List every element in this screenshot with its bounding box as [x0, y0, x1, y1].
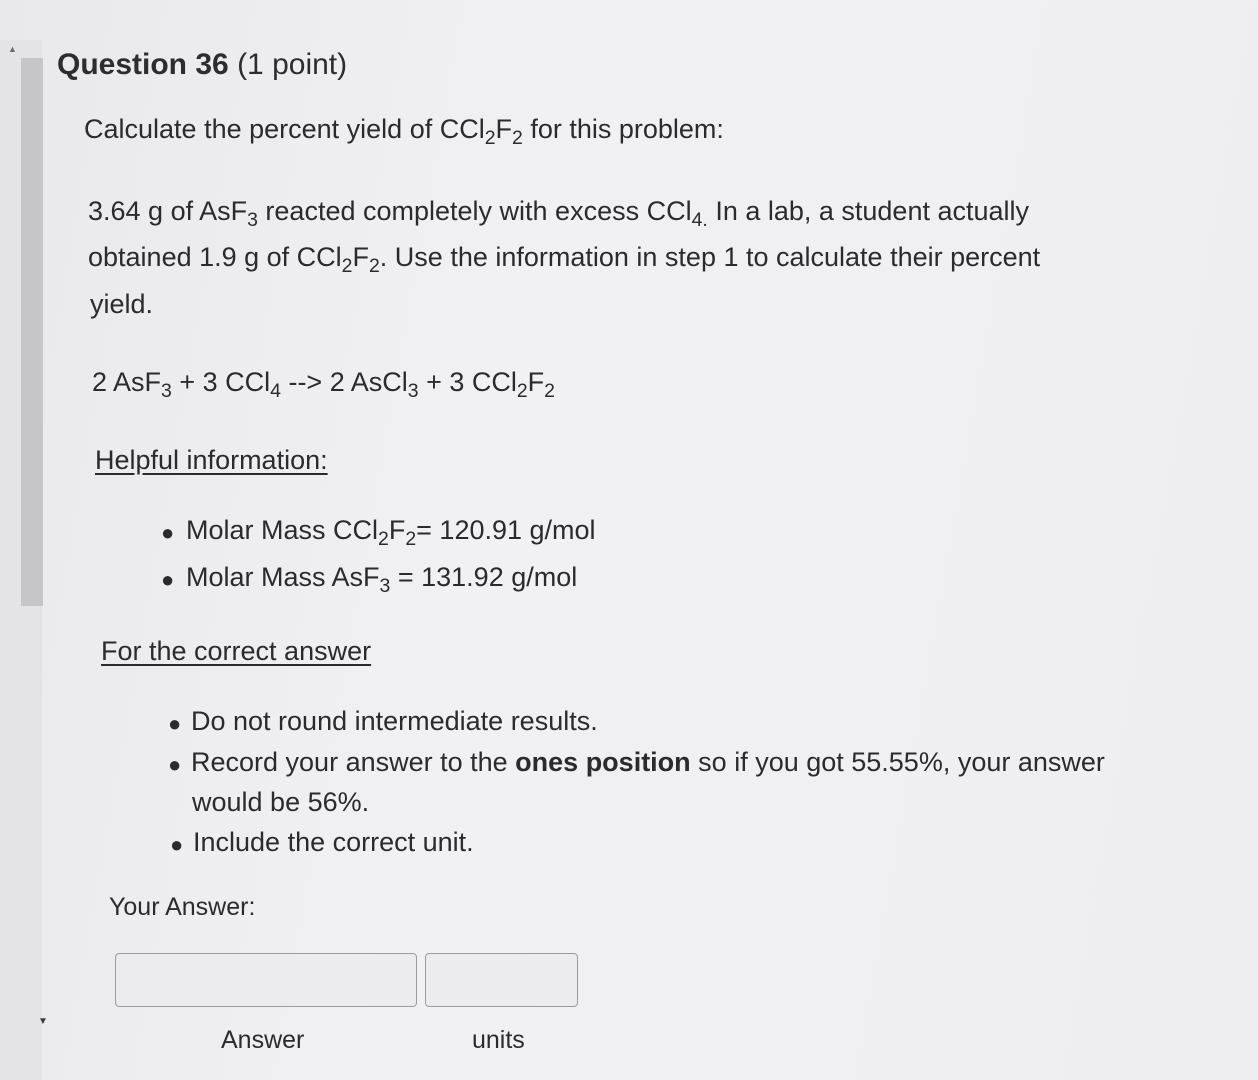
instruction-no-round: Do not round intermediate results.	[191, 706, 598, 736]
problem-line-1: 3.64 g of AsF$_3$ reacted completely with excess CCl$_{4.}$ In a lab, a student actually	[88, 196, 1030, 232]
bullet-icon: ●	[161, 567, 175, 592]
problem-line-2: obtained 1.9 g of $CCl_2F_2$. Use the information in step 1 to calculate their percent	[88, 242, 1041, 278]
bullet-icon: ●	[161, 520, 175, 545]
bullet-icon: ●	[168, 711, 182, 736]
instruction-ones-position: Record your answer to the ones position so if you got 55.55%, your answer	[191, 747, 1105, 777]
correct-answer-heading: For the correct answer	[101, 636, 372, 666]
question-title	[57, 48, 347, 82]
scroll-up-arrow-icon[interactable]: ▲	[8, 44, 17, 54]
molar-mass-asf3: Molar Mass AsF$_3$ = 131.92 g/mol	[186, 562, 578, 598]
prompt-text: Calculate the percent yield of $CCl_2F_2$ for this problem:	[84, 114, 724, 150]
scrollbar-thumb[interactable]	[21, 58, 43, 606]
your-answer-label: Your Answer:	[109, 893, 256, 921]
bullet-icon: ●	[168, 752, 182, 777]
answer-caption: Answer	[221, 1026, 305, 1054]
bullet-icon: ●	[170, 832, 184, 857]
chemical-equation: 2 AsF$_3$ + 3 CCl$_4$ --> 2 AsCl$_3$ + 3 $CCl_2F_2$	[92, 367, 555, 403]
units-caption: units	[472, 1026, 525, 1054]
instruction-ones-position-cont: would be 56%.	[192, 787, 370, 817]
units-input[interactable]	[425, 953, 578, 1007]
molar-mass-ccl2f2: Molar Mass $CCl_2F_2= 120.91$ g/mol	[186, 515, 596, 551]
scroll-down-arrow-icon[interactable]: ▼	[38, 1016, 48, 1027]
instruction-unit: Include the correct unit.	[193, 827, 474, 857]
helpful-heading: Helpful information:	[95, 445, 328, 475]
question-number: Question 36	[57, 48, 229, 81]
answer-input[interactable]	[115, 953, 417, 1007]
problem-line-3: yield.	[90, 289, 154, 319]
question-points: (1 point)	[237, 48, 348, 81]
